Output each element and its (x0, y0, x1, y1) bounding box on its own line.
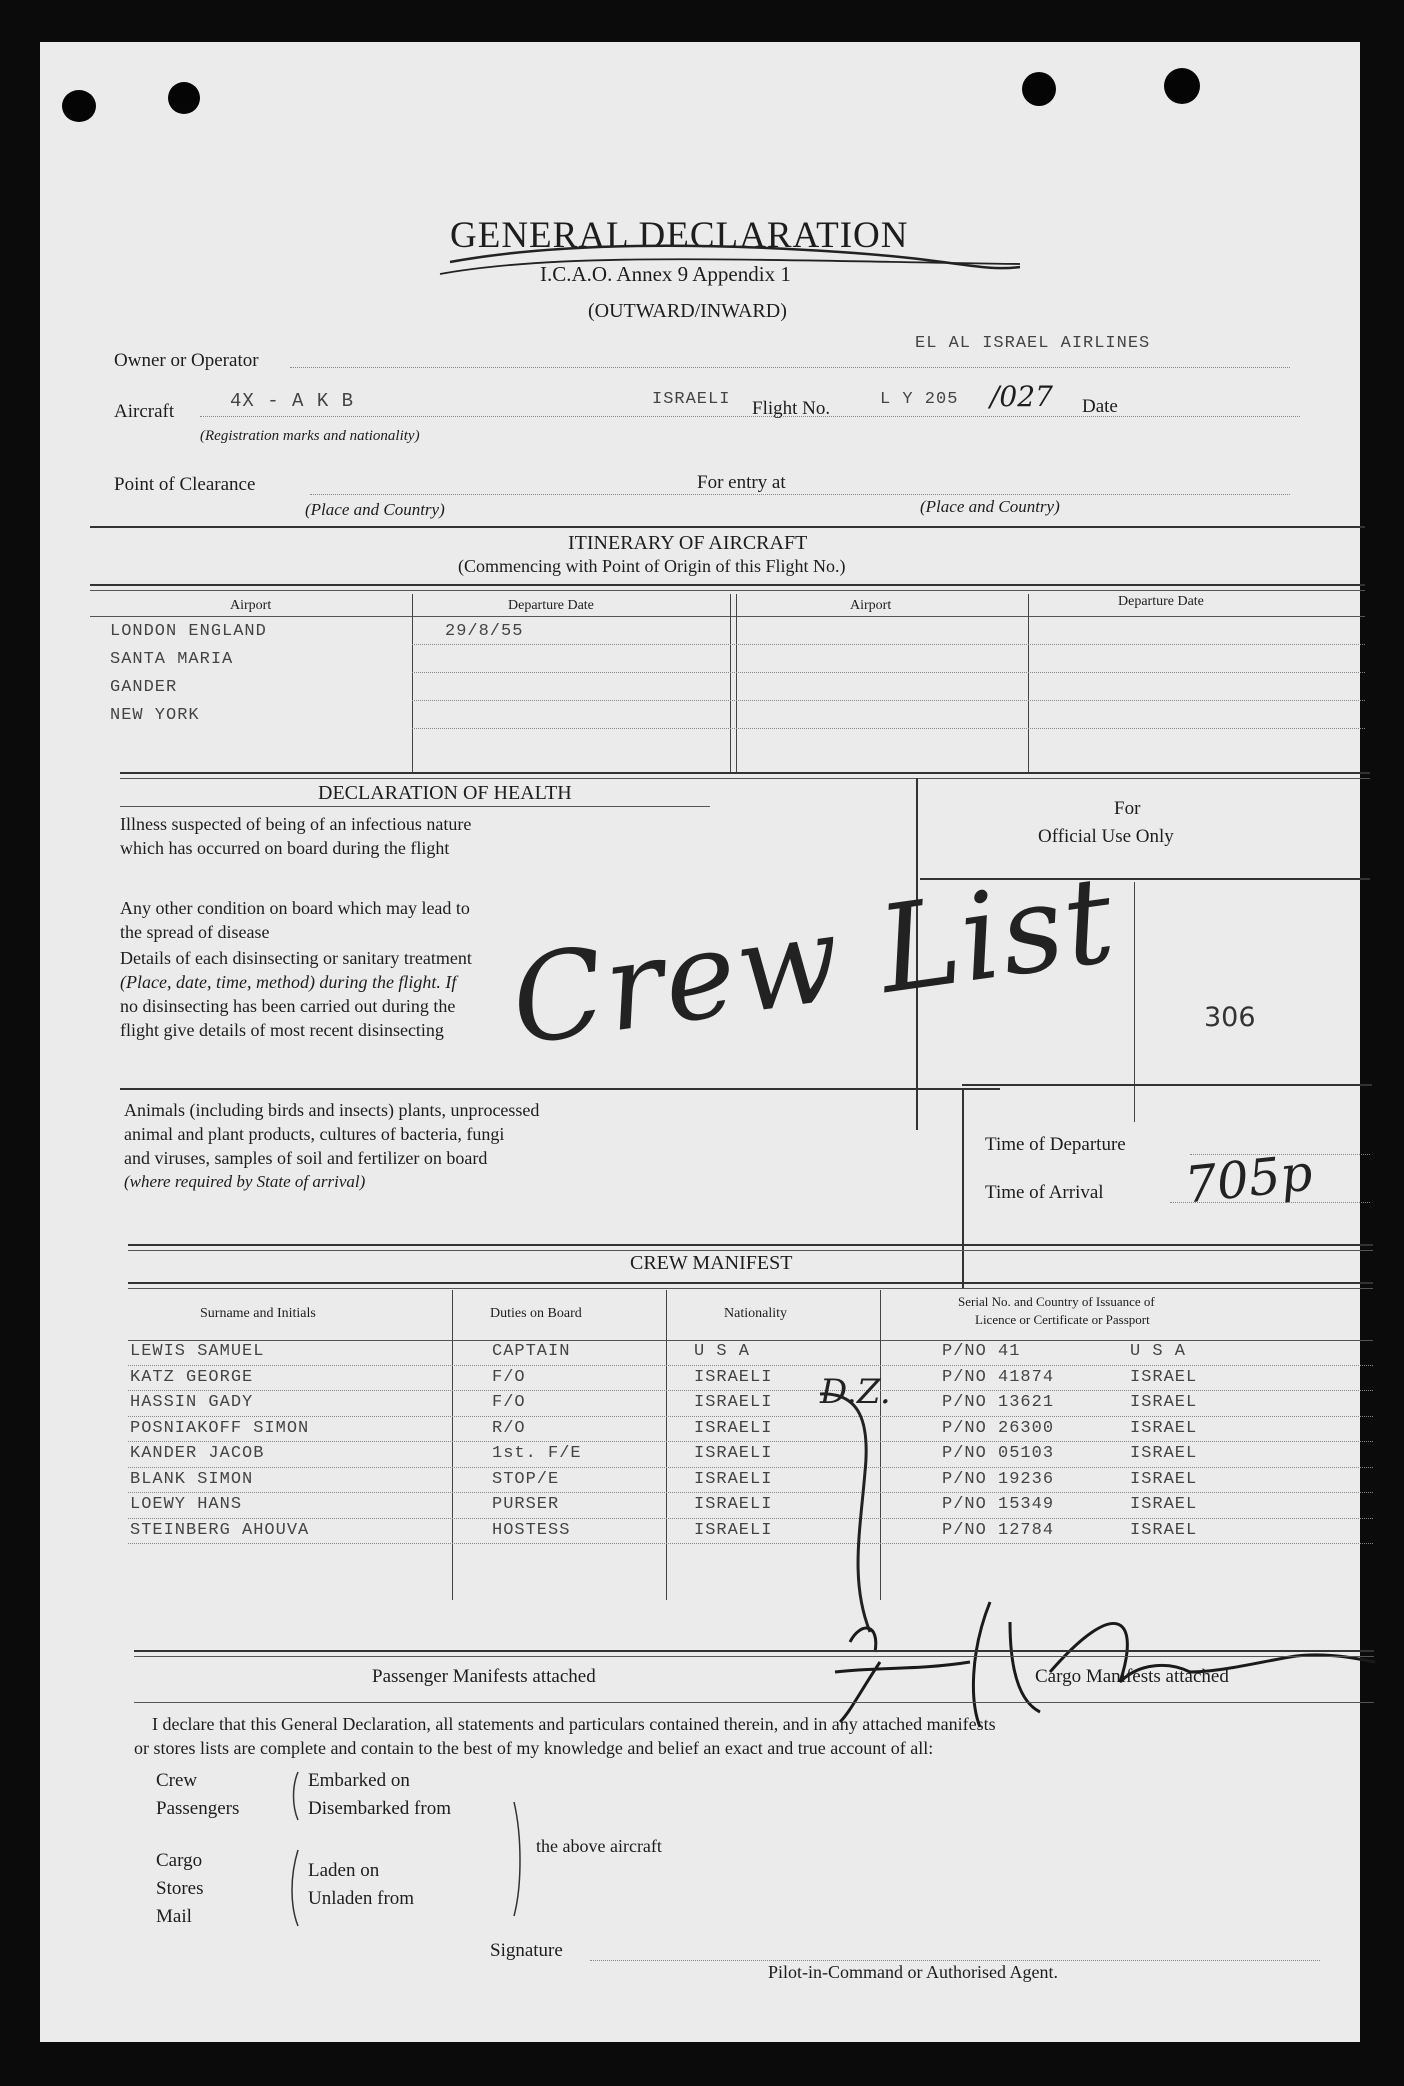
crew-nationality: U S A (694, 1342, 751, 1361)
crew-country: ISRAEL (1130, 1367, 1198, 1387)
crew-nationality: ISRAELI (694, 1469, 773, 1489)
crew-col-surname: Surname and Initials (200, 1306, 316, 1321)
itinerary-airport: LONDON ENGLAND (110, 622, 267, 641)
date-label: Date (1082, 396, 1118, 417)
itinerary-top-rule (90, 526, 1365, 528)
time-box-rule (962, 1084, 1372, 1086)
itinerary-airport: SANTA MARIA (110, 650, 234, 669)
flight-no-value: L Y 205 (880, 390, 959, 409)
itinerary-airport: GANDER (110, 678, 178, 697)
entry-label: For entry at (697, 472, 786, 493)
itinerary-col-airport-2: Airport (850, 598, 892, 613)
decl-disembarked: Disembarked from (308, 1798, 451, 1819)
crew-country: U S A (1130, 1342, 1187, 1361)
itinerary-col-airport: Airport (230, 598, 272, 613)
signature-dotline (590, 1960, 1320, 1961)
health-details-4: flight give details of most recent disinsecting (120, 1020, 444, 1040)
crew-duty: R/O (492, 1418, 526, 1438)
crew-bottom-rule (134, 1650, 1374, 1652)
decl-mail: Mail (156, 1906, 192, 1927)
crew-name: LEWIS SAMUEL (130, 1342, 265, 1361)
decl-crew: Crew (156, 1770, 198, 1791)
crew-name: KATZ GEORGE (130, 1367, 254, 1387)
crew-nationality: ISRAELI (694, 1393, 773, 1412)
itinerary-divider (412, 594, 413, 772)
declaration-braces (290, 1766, 530, 1946)
itinerary-rule-2 (90, 590, 1365, 591)
crew-row-dotline (128, 1492, 1373, 1493)
crew-name: POSNIAKOFF SIMON (130, 1418, 310, 1438)
form-direction: (OUTWARD/INWARD) (588, 300, 787, 322)
time-departure-label: Time of Departure (985, 1134, 1126, 1155)
crew-country: ISRAEL (1130, 1393, 1198, 1412)
animals-1: Animals (including birds and insects) plants, unprocessed (124, 1100, 540, 1120)
declaration-form (40, 42, 1360, 2042)
official-number: 306 (1204, 1002, 1256, 1033)
crew-duty: PURSER (492, 1495, 560, 1514)
animals-3: and viruses, samples of soil and fertilizer on board (124, 1148, 488, 1168)
itinerary-divider (1028, 594, 1029, 772)
decl-laden: Laden on (308, 1860, 380, 1881)
cargo-manifests: Cargo Manifests attached (1035, 1666, 1229, 1687)
crew-serial: P/NO 12784 (942, 1520, 1055, 1540)
animals-2: animal and plant products, cultures of bacteria, fungi (124, 1124, 505, 1144)
time-arrival-dotline (1170, 1202, 1370, 1203)
itinerary-bottom-rule (120, 772, 1370, 774)
clearance-place-note: (Place and Country) (305, 500, 445, 519)
crew-serial: P/NO 26300 (942, 1418, 1055, 1438)
clearance-label: Point of Clearance (114, 474, 256, 495)
health-other-1: Any other condition on board which may lead to (120, 898, 470, 918)
crew-top-rule-2 (128, 1250, 1373, 1251)
flight-no-handwritten: /027 (990, 380, 1053, 413)
punch-hole (1164, 68, 1200, 104)
official-box-divider (1134, 882, 1135, 1122)
crew-name: BLANK SIMON (130, 1469, 254, 1489)
crew-duty: CAPTAIN (492, 1342, 571, 1361)
aircraft-dotline (200, 416, 1300, 417)
aircraft-label: Aircraft (114, 401, 175, 422)
crew-title-rule (128, 1282, 1373, 1284)
health-details-1: Details of each disinsecting or sanitary treatment (120, 948, 472, 968)
crew-duty: 1st. F/E (492, 1444, 582, 1463)
owner-value: EL AL ISRAEL AIRLINES (915, 334, 1151, 353)
owner-label: Owner or Operator (114, 350, 259, 371)
crew-title: CREW MANIFEST (630, 1252, 793, 1274)
crew-nationality: ISRAELI (694, 1495, 773, 1514)
crew-nationality: ISRAELI (694, 1367, 773, 1387)
itinerary-departure-date: 29/8/55 (445, 622, 524, 641)
crew-header-rule (128, 1340, 1373, 1341)
crew-serial: P/NO 41 (942, 1342, 1021, 1361)
crew-divider (452, 1290, 453, 1600)
crew-row-dotline (128, 1416, 1373, 1417)
itinerary-dotline (412, 672, 1365, 673)
health-illness-1: Illness suspected of being of an infectious nature (120, 814, 472, 834)
crew-name: HASSIN GADY (130, 1393, 254, 1412)
itinerary-dotline (412, 700, 1365, 701)
registration-note: (Registration marks and nationality) (200, 428, 420, 444)
crew-row-dotline (128, 1467, 1373, 1468)
crew-row-dotline (128, 1441, 1373, 1442)
crew-name: KANDER JACOB (130, 1444, 265, 1463)
crew-col-serial-1: Serial No. and Country of Issuance of (958, 1294, 1155, 1309)
crew-serial: P/NO 15349 (942, 1495, 1055, 1514)
declaration-line-1: I declare that this General Declaration, all statements and particulars contained therein, and in any attached manifests (152, 1714, 996, 1734)
decl-unladen: Unladen from (308, 1888, 415, 1909)
health-details-3: no disinsecting has been carried out during the (120, 996, 456, 1016)
crew-handwritten-mark: D.Z. (820, 1372, 891, 1412)
animals-4: (where required by State of arrival) (124, 1172, 366, 1191)
health-other-2: the spread of disease (120, 922, 270, 942)
crew-country: ISRAEL (1130, 1495, 1198, 1514)
aircraft-value: 4X - A K B (230, 390, 355, 412)
signature-label: Signature (490, 1940, 563, 1961)
passenger-manifests: Passenger Manifests attached (372, 1666, 596, 1687)
owner-dotline (290, 367, 1290, 368)
crew-nationality: ISRAELI (694, 1444, 773, 1463)
itinerary-divider (736, 594, 737, 772)
crew-nationality: ISRAELI (694, 1520, 773, 1540)
crew-serial: P/NO 19236 (942, 1469, 1055, 1489)
time-arrival-label: Time of Arrival (985, 1182, 1104, 1203)
decl-embarked: Embarked on (308, 1770, 410, 1791)
crew-title-rule-2 (128, 1288, 1373, 1289)
itinerary-col-departure: Departure Date (508, 598, 594, 613)
official-label-2: Official Use Only (1038, 826, 1174, 847)
itinerary-header-rule (90, 616, 1365, 617)
form-subtitle: I.C.A.O. Annex 9 Appendix 1 (540, 262, 791, 286)
time-arrival-handwritten: 705p (1182, 1143, 1316, 1215)
decl-above-aircraft: the above aircraft (536, 1836, 662, 1856)
crew-divider (666, 1290, 667, 1600)
health-title-underline (120, 806, 710, 807)
crew-duty: HOSTESS (492, 1520, 571, 1540)
itinerary-col-departure-2: Departure Date (1118, 594, 1204, 609)
health-rule (120, 1088, 1000, 1090)
itinerary-divider (730, 594, 731, 772)
itinerary-rule-1 (90, 584, 1365, 586)
crew-country: ISRAEL (1130, 1444, 1198, 1463)
crew-serial: P/NO 13621 (942, 1393, 1055, 1412)
captain-signature (820, 1562, 1380, 1732)
itinerary-airport: NEW YORK (110, 706, 200, 725)
form-title: GENERAL DECLARATION (450, 215, 909, 256)
crew-col-serial-2: Licence or Certificate or Passport (975, 1312, 1150, 1327)
crew-duty: STOP/E (492, 1469, 560, 1489)
manifest-rule (134, 1702, 1374, 1703)
pilot-label: Pilot-in-Command or Authorised Agent. (768, 1962, 1058, 1982)
punch-hole (168, 82, 200, 114)
flight-no-label: Flight No. (752, 398, 831, 419)
decl-passengers: Passengers (156, 1798, 240, 1819)
crew-name: LOEWY HANS (130, 1495, 243, 1514)
decl-cargo: Cargo (156, 1850, 203, 1871)
time-box-divider (962, 1088, 964, 1288)
crew-list-handwritten: Crew List (503, 850, 1124, 1073)
health-details-2: (Place, date, time, method) during the flight. If (120, 972, 457, 992)
crew-name: STEINBERG AHOUVA (130, 1520, 310, 1540)
clearance-dotline (310, 494, 1290, 495)
itinerary-note: (Commencing with Point of Origin of this Flight No.) (458, 556, 846, 576)
declaration-line-2: or stores lists are complete and contain to the best of my knowledge and belief an exact and true account of all: (134, 1738, 934, 1758)
entry-place-note: (Place and Country) (920, 497, 1060, 516)
crew-row-dotline (128, 1365, 1373, 1366)
crew-row-dotline (128, 1543, 1373, 1544)
crew-duty: F/O (492, 1393, 526, 1412)
health-title: DECLARATION OF HEALTH (318, 782, 572, 804)
crew-country: ISRAEL (1130, 1418, 1198, 1438)
crew-top-rule (128, 1244, 1373, 1246)
itinerary-dotline (412, 728, 1365, 729)
health-illness-2: which has occurred on board during the flight (120, 838, 450, 858)
crew-col-nationality: Nationality (724, 1306, 787, 1321)
punch-hole (1022, 72, 1056, 106)
crew-row-dotline (128, 1518, 1373, 1519)
crew-row-dotline (128, 1390, 1373, 1391)
itinerary-title: ITINERARY OF AIRCRAFT (568, 532, 808, 554)
crew-country: ISRAEL (1130, 1469, 1198, 1489)
nationality-value: ISRAELI (652, 390, 731, 409)
crew-bottom-rule-2 (134, 1656, 1374, 1657)
crew-serial: P/NO 05103 (942, 1444, 1055, 1463)
itinerary-bottom-rule-2 (120, 778, 1370, 779)
crew-serial: P/NO 41874 (942, 1367, 1055, 1387)
itinerary-dotline (412, 644, 1365, 645)
crew-nationality: ISRAELI (694, 1418, 773, 1438)
crew-col-duties: Duties on Board (490, 1306, 582, 1321)
punch-hole (62, 90, 96, 122)
crew-country: ISRAEL (1130, 1520, 1198, 1540)
decl-stores: Stores (156, 1878, 204, 1899)
crew-duty: F/O (492, 1367, 526, 1387)
official-label-1: For (1114, 798, 1141, 819)
